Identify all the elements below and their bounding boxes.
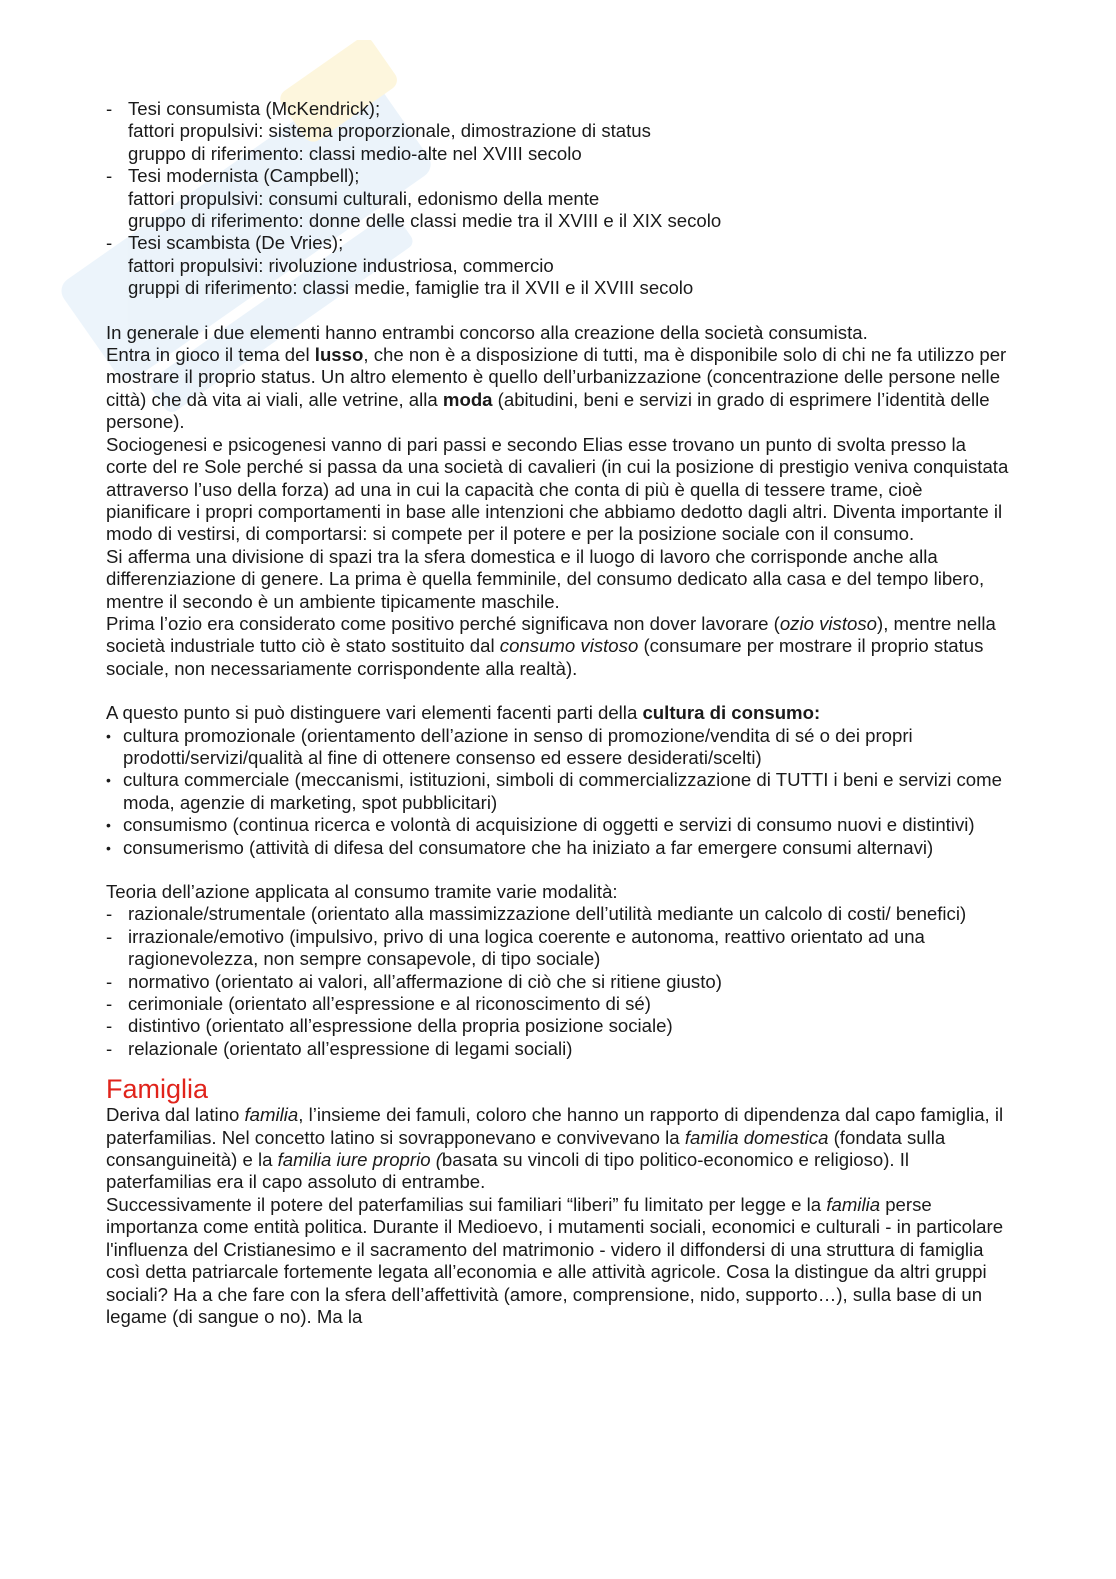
- list-item: - relazionale (orientato all’espressione di legami sociali): [106, 1038, 1011, 1060]
- italic-term: familia domestica: [684, 1126, 829, 1148]
- thesis-group: gruppo di riferimento: classi medio-alte nel XVIII secolo: [128, 142, 582, 164]
- list-item: [106, 232, 1011, 299]
- italic-term: ozio vistoso: [779, 612, 877, 634]
- bold-term: cultura di consumo:: [642, 702, 821, 724]
- italic-term: familia iure proprio (: [277, 1149, 442, 1171]
- section-heading: Famiglia: [106, 1074, 209, 1105]
- list-item: - razionale/strumentale (orientato alla massimizzazione dell’utilità mediante un calcolo di costi/ benefici): [106, 903, 1011, 925]
- list-item: • cultura commerciale (meccanismi, istituzioni, simboli di commercializzazione di TUTTI i beni e servizi come moda, agenzie di marketing, spot pubblicitari): [106, 769, 1011, 814]
- italic-term: consumo vistoso: [499, 635, 639, 657]
- thesis-group: gruppi di riferimento: classi medie, famiglie tra il XVII e il XVIII secolo: [128, 277, 694, 299]
- list-item: [106, 98, 1011, 165]
- list-item: - distintivo (orientato all’espressione della propria posizione sociale): [106, 1015, 1011, 1037]
- paragraph: Prima l’ozio era considerato come positivo perché significava non dover lavorare (ozio vistoso), mentre nella società industriale tutto ciò è stato sostituito dal consumo vistoso (consumare per mostrare il proprio status sociale, non necessariamente corrispondente alla realtà).: [106, 612, 996, 679]
- paragraph: A questo punto si può distinguere vari elementi facenti parti della cultura di consumo:: [106, 702, 821, 724]
- list-item: • cultura promozionale (orientamento dell’azione in senso di promozione/vendita di sé o dei propri prodotti/servizi/qualità al fine di ottenere consenso ed essere desiderati/scelti): [106, 725, 1011, 770]
- thesis-drivers: fattori propulsivi: sistema proporzionale, dimostrazione di status: [128, 120, 651, 142]
- paragraph: Si afferma una divisione di spazi tra la sfera domestica e il luogo di lavoro che corrisponde anche alla differenziazione di genere. La prima è quella femminile, del consumo dedicato alla casa e del tempo libero, mentre il secondo è un ambiente tipicamente maschile.: [106, 545, 985, 612]
- list-item: - normativo (orientato ai valori, all’affermazione di ciò che si ritiene giusto): [106, 971, 1011, 993]
- list-item: • consumerismo (attività di difesa del consumatore che ha iniziato a far emergere consumi alternavi): [106, 837, 1011, 859]
- thesis-title: - Tesi modernista (Campbell);: [128, 165, 360, 187]
- list-item: [106, 165, 1011, 232]
- paragraph: Entra in gioco il tema del lusso, che non è a disposizione di tutti, ma è disponibile solo di chi ne fa utilizzo per mostrare il proprio status. Un altro elemento è quello dell’urbanizzazione (concentrazione delle persone nelle città) che dà vita ai viali, alle vetrine, alla moda (abitudini, beni e servizi in grado di esprimere l’identità delle persone).: [106, 344, 1007, 433]
- list-item: • consumismo (continua ricerca e volontà di acquisizione di oggetti e servizi di consumo nuovi e distintivi): [106, 814, 1011, 836]
- culture-list: [106, 725, 1011, 859]
- paragraph: In generale i due elementi hanno entrambi concorso alla creazione della società consumista.: [106, 321, 868, 343]
- thesis-title: - Tesi consumista (McKendrick);: [128, 98, 381, 119]
- list-item: - cerimoniale (orientato all’espressione e al riconoscimento di sé): [106, 993, 1011, 1015]
- thesis-group: gruppo di riferimento: donne delle classi medie tra il XVIII e il XIX secolo: [128, 210, 722, 232]
- paragraph: Teoria dell’azione applicata al consumo tramite varie modalità:: [106, 881, 618, 902]
- italic-term: familia: [244, 1104, 299, 1126]
- bold-term: lusso: [314, 344, 364, 366]
- thesis-drivers: fattori propulsivi: rivoluzione industriosa, commercio: [128, 254, 554, 276]
- italic-term: familia: [826, 1193, 881, 1215]
- paragraph: Successivamente il potere del paterfamilias sui familiari “liberi” fu limitato per legge e la familia perse importanza come entità politica. Durante il Medioevo, i mutamenti sociali, economici e culturali - in particolare l'influenza del Cristianesimo e il sacramento del matrimonio - videro il diffondersi di una struttura di famiglia così detta patriarcale fortemente legata all’economia e alle attività agricole. Cosa la distingue da altri gruppi sociali? Ha a che fare con la sfera dell’affettività (amore, comprensione, nido, supporto…), sulla base di un legame (di sangue o no). Ma la: [106, 1193, 1004, 1327]
- theses-list: [106, 98, 1011, 300]
- thesis-title: - Tesi scambista (De Vries);: [128, 232, 344, 254]
- thesis-drivers: fattori propulsivi: consumi culturali, edonismo della mente: [128, 187, 600, 209]
- bold-term: moda: [442, 388, 493, 410]
- paragraph: Deriva dal latino familia, l’insieme dei famuli, coloro che hanno un rapporto di dipendenza dal capo famiglia, il paterfamilias. Nel concetto latino si sovrapponevano e convivevano la familia domestica (fondata sulla consanguineità) e la familia iure proprio (basata su vincoli di tipo politico-economico e religioso). Il paterfamilias era il capo assoluto di entrambe.: [106, 1104, 1004, 1193]
- document-page: [106, 98, 1011, 1328]
- paragraph: Sociogenesi e psicogenesi vanno di pari passi e secondo Elias esse trovano un punto di svolta presso la corte del re Sole perché si passa da una società di cavalieri (in cui la posizione di prestigio veniva conquistata attraverso l’uso della forza) ad una in cui la capacità che conta di più è quella di tessere trame, cioè pianificare i propri comportamenti in base alle intenzioni che abbiamo dedotto dagli altri. Diventa importante il modo di vestirsi, di comportarsi: si compete per il potere e per la posizione sociale con il consumo.: [106, 433, 1009, 545]
- action-list: [106, 903, 1011, 1060]
- list-item: - irrazionale/emotivo (impulsivo, privo di una logica coerente e autonoma, reattivo orientato ad una ragionevolezza, non sempre consapevole, di tipo sociale): [106, 926, 1011, 971]
